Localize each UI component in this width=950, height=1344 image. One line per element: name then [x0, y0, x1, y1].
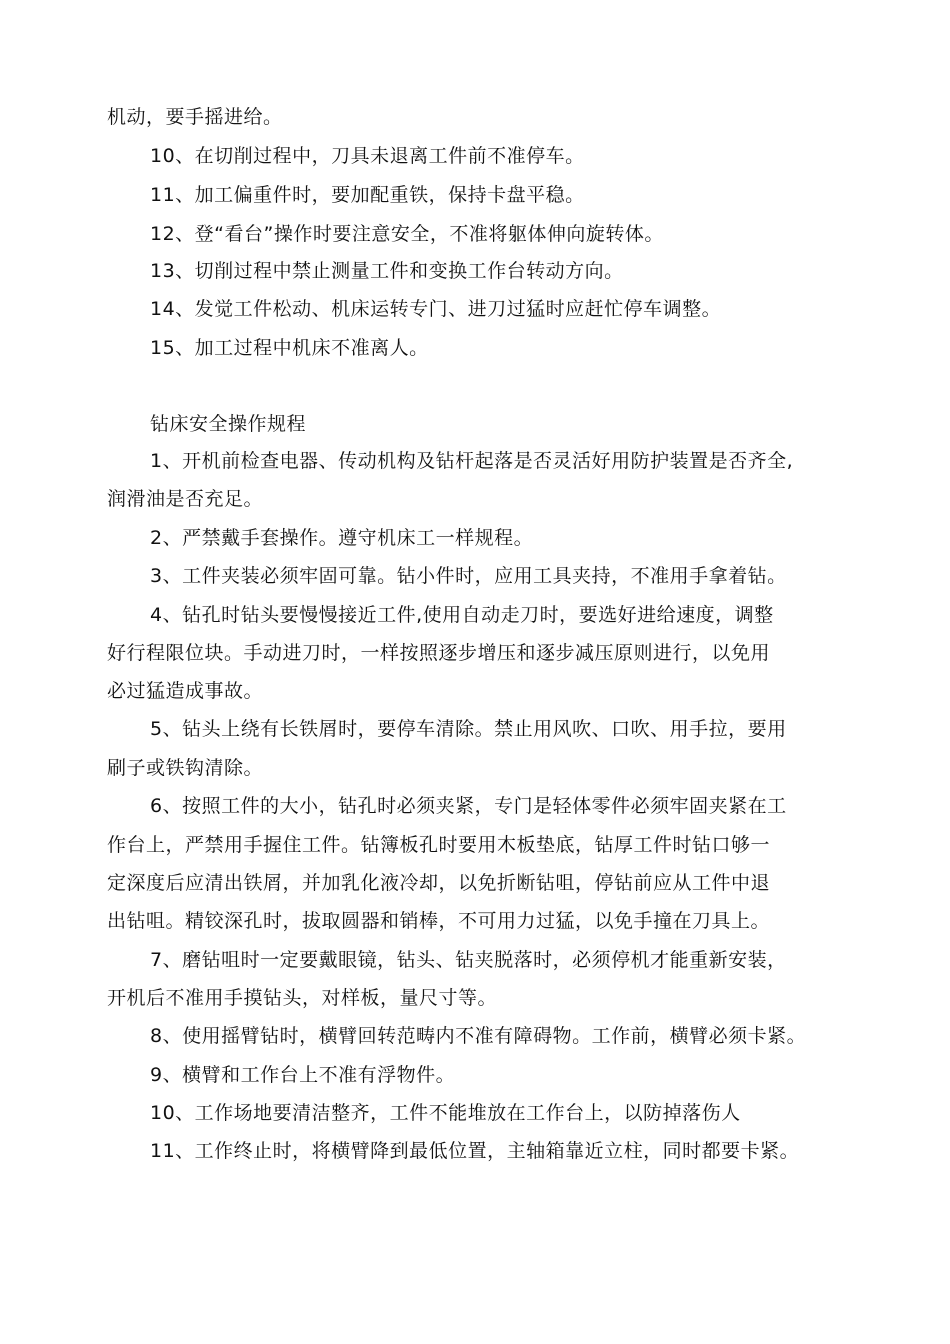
text-line: 7、磨钻咀时一定要戴眼镜，钻头、钻夹脱落时，必须停机才能重新安装，	[150, 949, 787, 971]
text-line: 2、严禁戴手套操作。遵守机床工一样规程。	[150, 527, 534, 549]
text-line: 3、工件夹装必须牢固可靠。钻小件时，应用工具夹持，不准用手拿着钻。	[150, 565, 787, 587]
text-line: 12、登“看台”操作时要注意安全，不准将躯体伸向旋转体。	[150, 223, 664, 245]
text-line: 出钻咀。精铰深孔时，拔取圆器和销棒，不可用力过猛，以免手撞在刀具上。	[107, 910, 771, 932]
text-line: 刷子或铁钩清除。	[107, 757, 264, 779]
text-line: 1、开机前检查电器、传动机构及钻杆起落是否灵活好用防护装置是否齐全,	[150, 450, 794, 472]
text-line: 11、工作终止时，将横臂降到最低位置，主轴箱靠近立柱，同时都要卡紧。	[150, 1140, 800, 1162]
section-title: 钻床安全操作规程	[150, 413, 307, 435]
text-line: 6、按照工件的大小，钻孔时必须夹紧，专门是轻体零件必须牢固夹紧在工	[150, 795, 787, 817]
text-line: 4、钻孔时钻头要慢慢接近工件,使用自动走刀时，要选好进给速度，调整	[150, 604, 774, 626]
text-line: 作台上，严禁用手握住工件。钻簿板孔时要用木板垫底，钻厚工件时钻口够一	[107, 834, 771, 856]
text-line: 8、使用摇臂钻时，横臂回转范畴内不准有障碍物。工作前，横臂必须卡紧。	[150, 1025, 807, 1047]
text-line: 11、加工偏重件时，要加配重铁，保持卡盘平稳。	[150, 184, 585, 206]
text-line: 润滑油是否充足。	[107, 488, 264, 510]
text-line: 好行程限位块。手动进刀时，一样按照逐步增压和逐步减压原则进行，以免用	[107, 642, 771, 664]
text-line: 10、在切削过程中，刀具未退离工件前不准停车。	[150, 145, 585, 167]
text-line: 15、加工过程中机床不准离人。	[150, 337, 429, 359]
text-line: 必过猛造成事故。	[107, 680, 264, 702]
text-line: 机动，要手摇进给。	[107, 106, 283, 128]
text-line: 5、钻头上绕有长铁屑时，要停车清除。禁止用风吹、口吹、用手拉，要用	[150, 718, 787, 740]
text-line: 14、发觉工件松动、机床运转专门、进刀过猛时应赶忙停车调整。	[150, 298, 722, 320]
text-line: 13、切削过程中禁止测量工件和变换工作台转动方向。	[150, 260, 624, 282]
text-line: 10、工作场地要清洁整齐，工件不能堆放在工作台上，以防掉落伤人	[150, 1102, 741, 1124]
text-line: 开机后不准用手摸钻头，对样板，量尺寸等。	[107, 987, 498, 1009]
text-line: 定深度后应清出铁屑，并加乳化液冷却，以免折断钻咀，停钻前应从工件中退	[107, 872, 771, 894]
text-line: 9、横臂和工作台上不准有浮物件。	[150, 1064, 456, 1086]
